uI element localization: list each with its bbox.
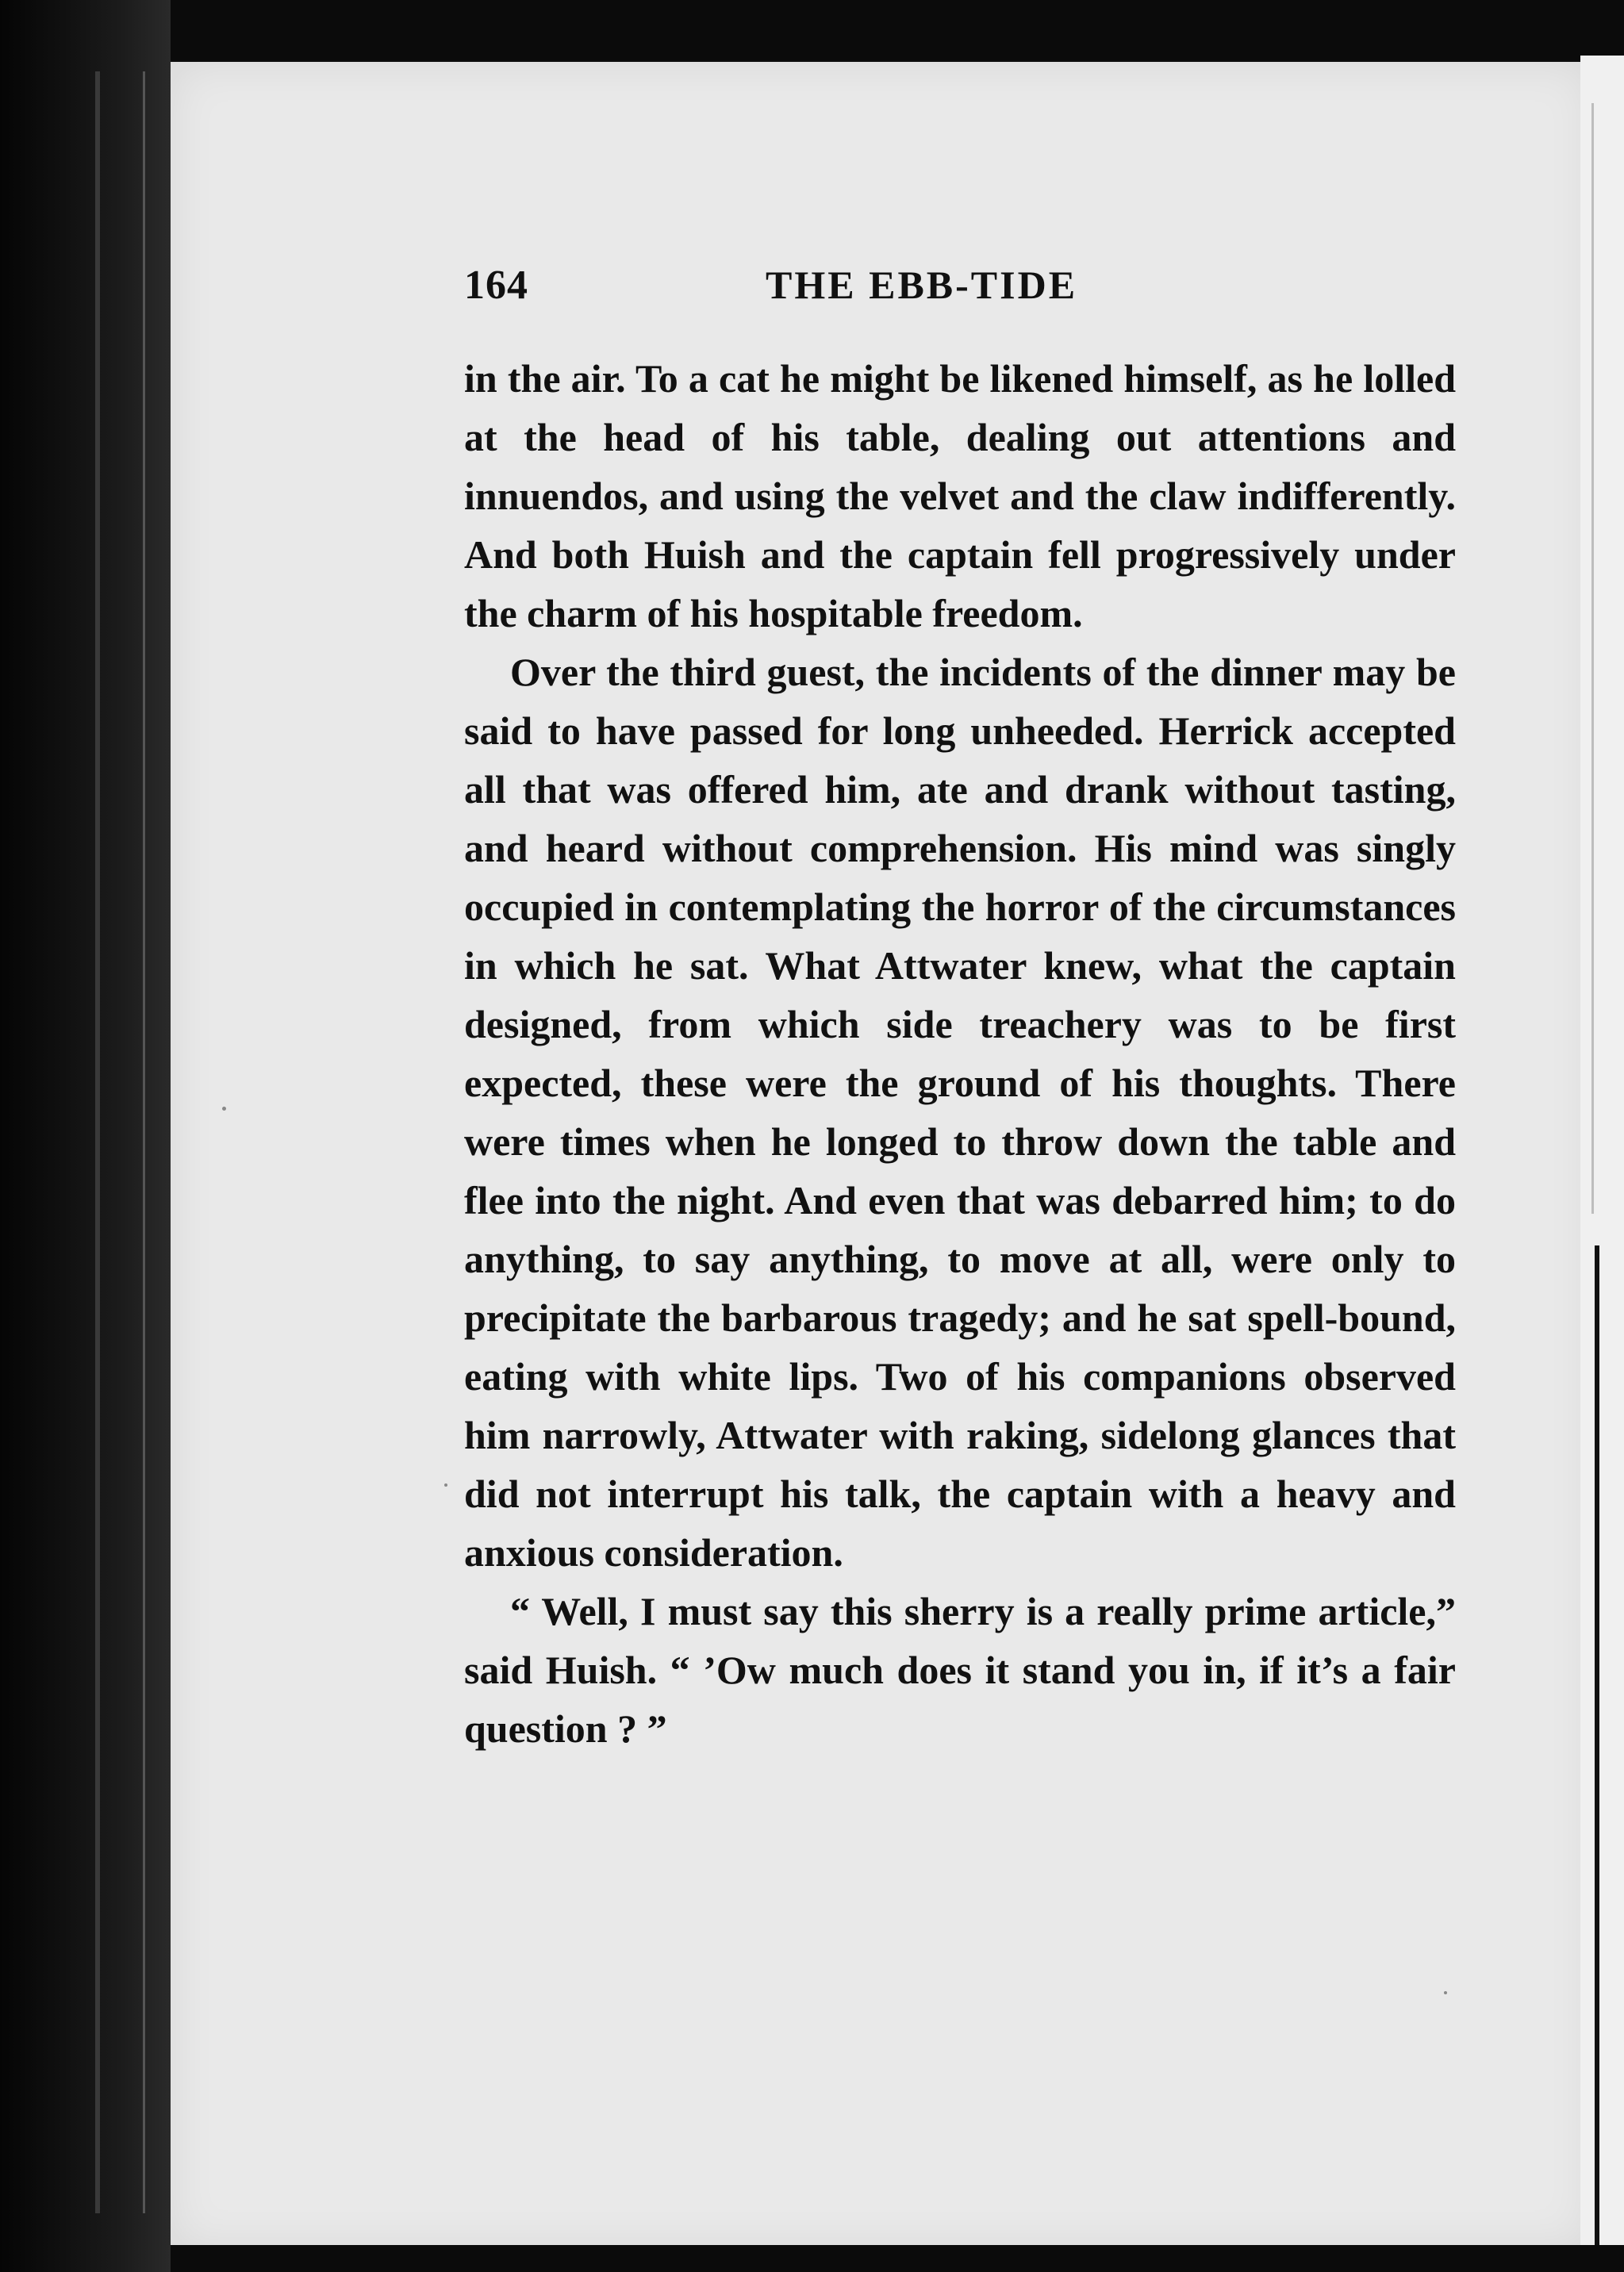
body-text [464,349,1456,1758]
facing-page-edge [1580,56,1624,2272]
spine-stripe [95,71,100,2213]
page-number: 164 [464,263,528,308]
facing-page-rule [1591,103,1594,1214]
dust-speck [222,1107,226,1111]
book-spine-edge [0,0,171,2272]
running-header [464,262,1464,325]
spine-stripe [143,71,145,2213]
dust-speck [1444,1991,1447,1994]
paragraph: “ Well, I must say this sherry is a really prime article,” said Huish. “ ’Ow much does it stand you in, if it’s a fair question ? ” [464,1589,1456,1751]
running-title: THE EBB-TIDE [766,263,1078,307]
scan-bottom-border [171,2245,1624,2272]
scan-top-border [171,0,1624,63]
paragraph: in the air. To a cat he might be likened himself, as he lolled at the head of his table, dealing out attentions and innuendos, and using the velvet and the claw indifferently. And both Huish and the captain fell progressively under the charm of his hospitable freedom. [464,356,1456,635]
paragraph: Over the third guest, the incidents of the dinner may be said to have passed for long unheeded. Herrick accepted all that was offered him, ate and drank without tasting, and heard without comprehension. His mind was singly occupied in contemplating the horror of the circumstances in which he sat. What Attwater knew, what the captain designed, from which side treachery was to be first expected, these were the ground of his thoughts. There were times when he longed to throw down the table and flee into the night. And even that was debarred him; to do anything, to say anything, to move at all, were only to precipitate the barbarous tragedy; and he sat spell-bound, eating with white lips. Two of his companions observed him narrowly, Attwater with raking, sidelong glances that did not interrupt his talk, the captain with a heavy and anxious consideration. [464,650,1456,1575]
dust-speck [444,1483,447,1487]
facing-page-rule [1595,1245,1599,2272]
